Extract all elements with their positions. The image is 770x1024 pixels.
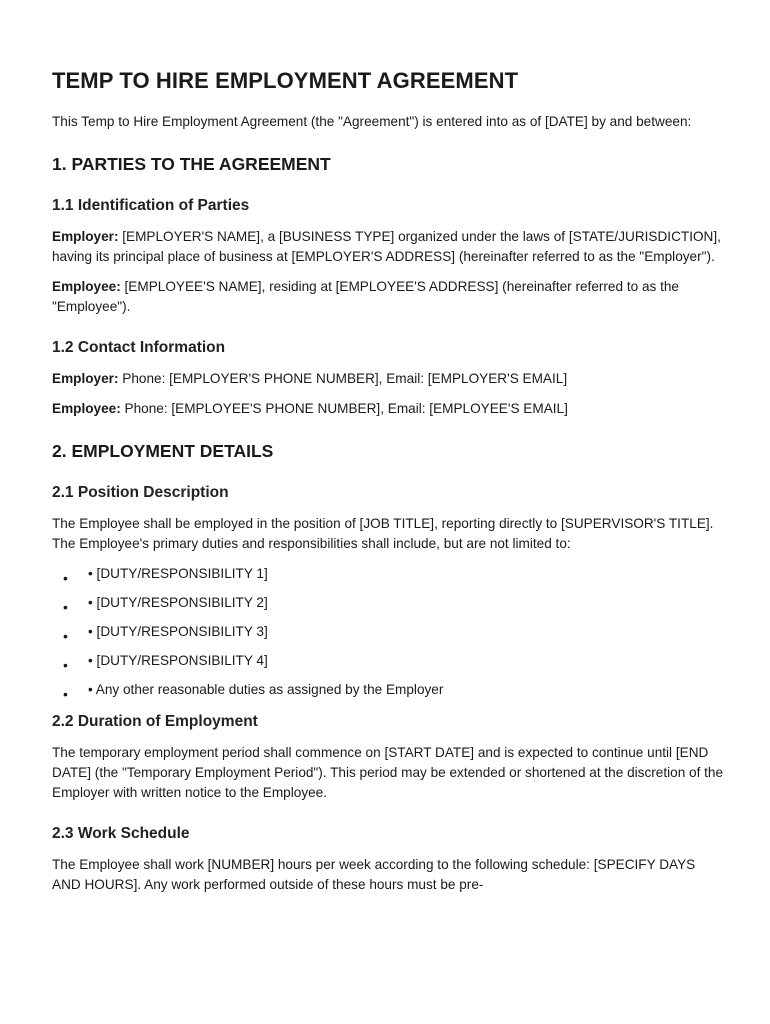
section-1-heading: 1. PARTIES TO THE AGREEMENT [52, 154, 331, 174]
employer-label: Employer: [52, 229, 119, 244]
duty-text: • [DUTY/RESPONSIBILITY 3] [88, 624, 268, 639]
duties-list [52, 564, 724, 700]
employer-identification-text: [EMPLOYER'S NAME], a [BUSINESS TYPE] organized under the laws of [STATE/JURISDICTION], having its principal place of business at [EMPLOYER'S ADDRESS] (hereinafter referred to as the "Employer"). [52, 229, 721, 264]
bullet-icon: • [63, 657, 68, 673]
employee-label: Employee: [52, 279, 121, 294]
employer-contact-label: Employer: [52, 371, 119, 386]
employee-identification-text: [EMPLOYEE'S NAME], residing at [EMPLOYEE'S ADDRESS] (hereinafter referred to as the "Employee"). [52, 279, 679, 314]
section-2-heading: 2. EMPLOYMENT DETAILS [52, 441, 274, 461]
duty-text: • [DUTY/RESPONSIBILITY 2] [88, 595, 268, 610]
bullet-icon: • [63, 686, 68, 702]
employer-contact [52, 369, 724, 389]
work-schedule-text: The Employee shall work [NUMBER] hours per week according to the following schedule: [SPECIFY DAYS AND HOURS]. Any work performed outside of these hours must be pre- [52, 857, 696, 892]
document-title: TEMP TO HIRE EMPLOYMENT AGREEMENT [52, 68, 519, 93]
list-item [52, 593, 724, 613]
intro-paragraph: This Temp to Hire Employment Agreement (the "Agreement") is entered into as of [DATE] by and between: [52, 114, 692, 129]
section-2-3-heading: 2.3 Work Schedule [52, 825, 190, 842]
list-item [52, 651, 724, 671]
duty-text: • Any other reasonable duties as assigned by the Employer [88, 682, 444, 697]
employer-identification [52, 227, 724, 267]
section-2-1-heading: 2.1 Position Description [52, 484, 229, 501]
list-item [52, 680, 724, 700]
document-page [52, 68, 724, 895]
employee-contact-label: Employee: [52, 401, 121, 416]
employee-contact-text: Phone: [EMPLOYEE'S PHONE NUMBER], Email: [EMPLOYEE'S EMAIL] [120, 401, 568, 416]
employer-contact-text: Phone: [EMPLOYER'S PHONE NUMBER], Email: [EMPLOYER'S EMAIL] [118, 371, 568, 386]
employee-contact [52, 399, 724, 419]
list-item [52, 622, 724, 642]
bullet-icon: • [63, 599, 68, 615]
list-item [52, 564, 724, 584]
position-description-text: The Employee shall be employed in the position of [JOB TITLE], reporting directly to [SUPERVISOR'S TITLE]. The Employee's primary duties and responsibilities shall include, but are not limited to: [52, 516, 714, 551]
bullet-icon: • [63, 570, 68, 586]
section-1-1-heading: 1.1 Identification of Parties [52, 197, 250, 214]
section-2-2-heading: 2.2 Duration of Employment [52, 713, 258, 730]
duty-text: • [DUTY/RESPONSIBILITY 1] [88, 566, 268, 581]
duty-text: • [DUTY/RESPONSIBILITY 4] [88, 653, 268, 668]
employee-identification [52, 277, 724, 317]
section-1-2-heading: 1.2 Contact Information [52, 339, 226, 356]
duration-text: The temporary employment period shall commence on [START DATE] and is expected to continue until [END DATE] (the "Temporary Employment Period"). This period may be extended or shortened at the discretion of the Employer with written notice to the Employee. [52, 745, 724, 800]
bullet-icon: • [63, 628, 68, 644]
